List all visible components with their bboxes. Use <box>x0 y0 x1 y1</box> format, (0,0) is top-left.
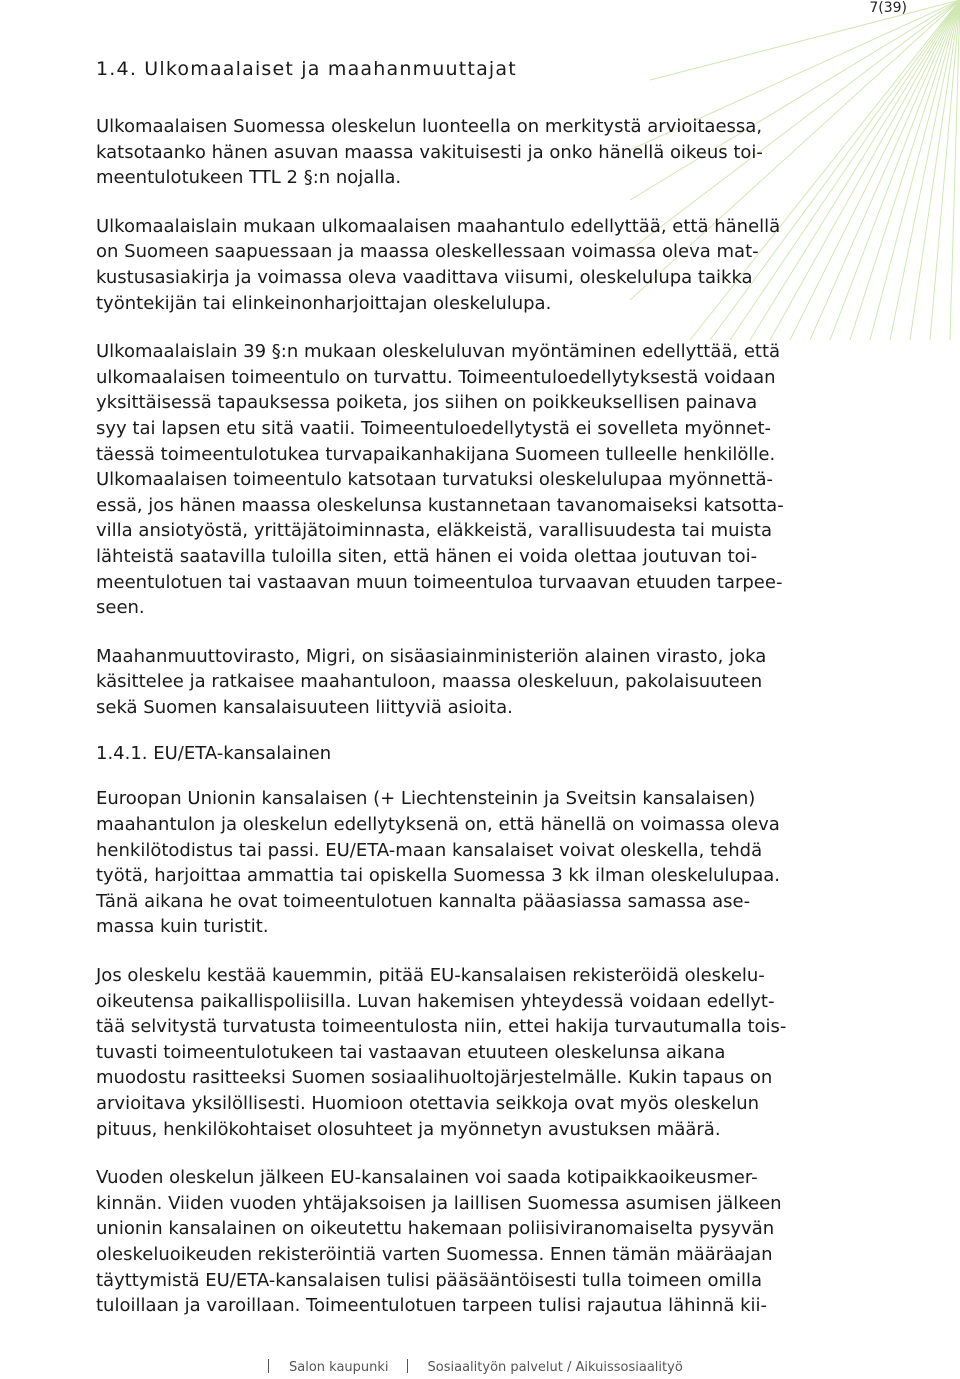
document-body <box>96 58 906 1342</box>
paragraph: Vuoden oleskelun jälkeen EU-kansalainen voi saada kotipaikkaoikeusmer- kinnän. Viiden vuoden yhtäjaksoisen ja laillisen Suomessa asumisen jälkeen unionin kansalainen on oikeutettu hakemaan poliisiviranomaiselta pysyvän oleskeluoikeuden rekisteröintiä varten Suomessa. Ennen tämän määräajan täyttymistä EU/ETA-kansalaisen tulisi pääsääntöisesti tulla toimeen omilla tuloillaan ja varoillaan. Toimeentulotuen tarpeen tulisi rajautua lähinnä kii- <box>96 1167 782 1317</box>
paragraph: Ulkomaalaislain 39 §:n mukaan oleskeluluvan myöntäminen edellyttää, että ulkomaalaisen toimeentulo on turvattu. Toimeentuloedellytyksestä voidaan yksittäisessä tapauksessa poiketa, jos siihen on poikkeuksellisen painava syy tai lapsen etu sitä vaatii. Toimeentuloedellytystä ei sovelleta myönnet- täessä toimeentulotukea turvapaikanhakijana Suomeen tulleelle henkilölle. Ulkomaalaisen toimeentulo katsotaan turvatuksi oleskelulupaa myönnettä- essä, jos hänen maassa oleskelunsa kustannetaan tavanomaiseksi katsotta- villa ansiotyöstä, yrittäjätoiminnasta, eläkkeistä, varallisuudesta tai muista lähteistä saatavilla tuloilla siten, että hänen ei voida olettaa joutuvan toi- meentulotuen tai vastaavan muun toimeentuloa turvaavan etuuden tarpee- seen. <box>96 341 784 619</box>
paragraph: Jos oleskelu kestää kauemmin, pitää EU-kansalaisen rekisteröidä oleskelu- oikeutensa paikallispoliisilla. Luvan hakemisen yhteydessä voidaan edellyt- tää selvitystä turvatusta toimeentulosta niin, ettei hakija turvautumalla tois- tuvasti toimeentulotukeen tai vastaavan etuuteen oleskelunsa aikana muodostu rasitteeksi Suomen sosiaalihuoltojärjestelmälle. Kukin tapaus on arvioitava yksilöllisesti. Huomioon otettavia seikkoja ovat myös oleskelun pituus, henkilökohtaiset olosuhteet ja myönnetyn avustuksen määrä. <box>96 965 787 1140</box>
page-footer <box>268 1359 683 1375</box>
footer-divider <box>268 1359 269 1373</box>
paragraph: Maahanmuuttovirasto, Migri, on sisäasiainministeriön alainen virasto, joka käsittelee ja ratkaisee maahantuloon, maassa oleskeluun, pakolaisuuteen sekä Suomen kansalaisuuteen liittyviä asioita. <box>96 645 767 718</box>
paragraph: Ulkomaalaisen Suomessa oleskelun luonteella on merkitystä arvioitaessa, katsotaanko hänen asuvan maassa vakituisesti ja onko hänellä oikeus toi- meentulotukeen TTL 2 §:n nojalla. <box>96 116 763 189</box>
page-number: 7(39) <box>869 0 907 16</box>
footer-department: Sosiaalityön palvelut / Aikuissosiaalityö <box>427 1360 683 1375</box>
subsection-heading: 1.4.1. EU/ETA-kansalainen <box>96 743 332 765</box>
footer-divider <box>407 1359 408 1373</box>
paragraph: Euroopan Unionin kansalaisen (+ Liechtensteinin ja Sveitsin kansalaisen) maahantulon ja oleskelun edellytyksenä on, että hänellä on voimassa oleva henkilötodistus tai passi. EU/ETA-maan kansalaiset voivat oleskella, tehdä työtä, harjoittaa ammattia tai opiskella Suomessa 3 kk ilman oleskelulupaa. Tänä aikana he ovat toimeentulotuen kannalta pääasiassa samassa ase- massa kuin turistit. <box>96 788 780 938</box>
paragraph: Ulkomaalaislain mukaan ulkomaalaisen maahantulo edellyttää, että hänellä on Suomeen saapuessaan ja maassa oleskellessaan voimassa oleva mat- kustusasiakirja ja voimassa oleva vaadittava viisumi, oleskelulupa taikka työntekijän tai elinkeinonharjoittajan oleskelulupa. <box>96 215 781 314</box>
section-heading: 1.4. Ulkomaalaiset ja maahanmuuttajat <box>96 58 517 80</box>
footer-organization: Salon kaupunki <box>289 1360 389 1375</box>
